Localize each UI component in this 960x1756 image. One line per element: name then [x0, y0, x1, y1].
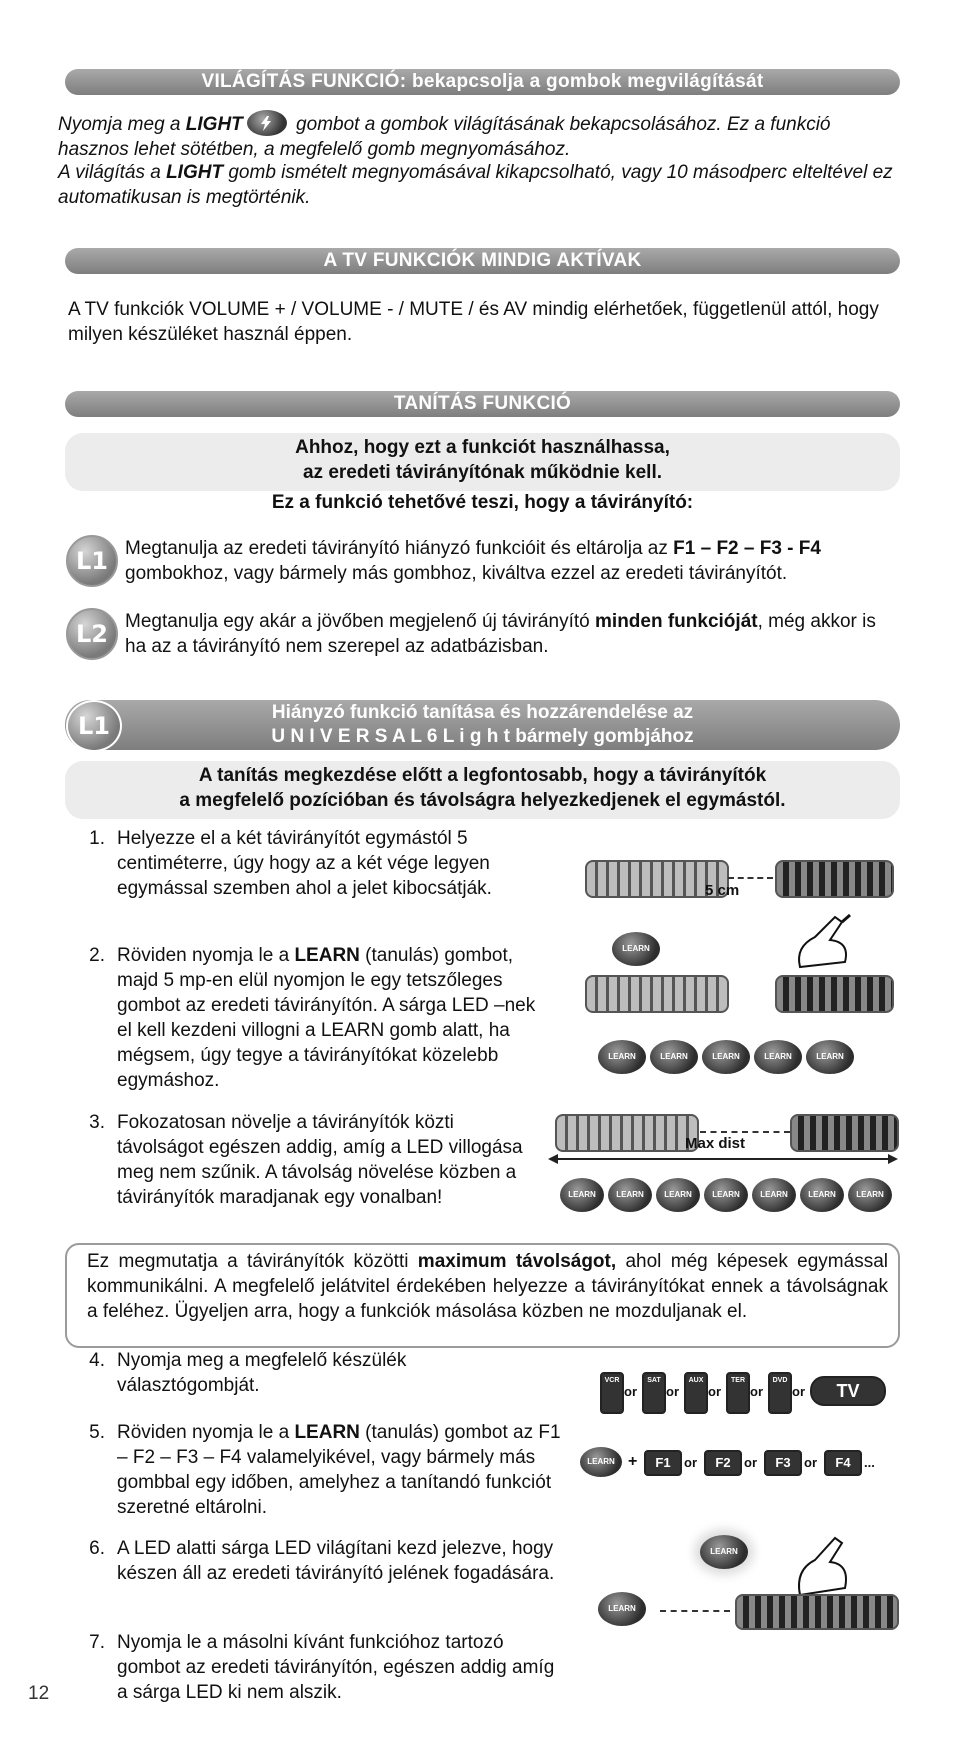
tv-paragraph: A TV funkciók VOLUME + / VOLUME - / MUTE / és AV mindig elérhetőek, függetlenül attól, hogy milyen készüléket használ éppen.	[68, 299, 879, 345]
or-label: or	[666, 1384, 679, 1399]
ellipsis-label: ...	[864, 1455, 875, 1470]
learn-blink-icon: LEARN	[754, 1040, 802, 1074]
learn-requirement-note	[65, 433, 900, 491]
missing-important-note	[65, 761, 900, 819]
learn-keyword: LEARN	[294, 945, 360, 966]
step-text: Nyomja le a másolni kívánt funkcióhoz tartozó gombot az eredeti távirányítón, egészen addig amíg a sárga LED ki nem alszik.	[117, 1632, 555, 1703]
learn-subtitle: Ez a funkció tehetővé teszi, hogy a távirányító:	[271, 492, 694, 513]
distance-label: 5 cm	[705, 882, 740, 899]
step-text	[117, 943, 537, 1093]
learn-button-icon: LEARN	[580, 1447, 622, 1477]
section-title-tv: A TV FUNKCIÓK MINDIG AKTÍVAK	[65, 248, 900, 274]
learn-blink-icon: LEARN	[704, 1178, 748, 1212]
learn-button-icon: LEARN	[598, 1592, 646, 1626]
learn-blink-icon: LEARN	[656, 1178, 700, 1212]
or-label: or	[792, 1384, 805, 1399]
step-text: Fokozatosan növelje a távirányítók közti távolságot egészen addig, amíg a LED villogása meg nem szűnik. A távolság növelése közben a távirányítók maradjanak egy vonalban!	[117, 1112, 523, 1208]
signal-dash	[660, 1610, 730, 1612]
step-3	[75, 1110, 545, 1235]
device-buttons-illustration	[600, 1372, 900, 1412]
original-remote-icon	[555, 1114, 699, 1152]
hand-pointer-icon	[790, 912, 860, 972]
page-number: 12	[28, 1683, 50, 1704]
learn-blink-icon: LEARN	[806, 1040, 854, 1074]
step-4	[75, 1348, 545, 1398]
or-label: or	[804, 1455, 817, 1470]
text: (tanulás) gombot, majd 5 mp-en elül nyomjon le egy tetszőleges gombot az eredeti távirányítón. A sárga LED –nek el kell kezdeni villogni a LEARN gomb alatt, ha mégsem, úgy tegye a távirányítókat közelebb egymáshoz.	[117, 945, 536, 1091]
f2-button-icon: F2	[704, 1450, 742, 1476]
learn-blink-icon: LEARN	[560, 1178, 604, 1212]
dvd-button-icon: DVD	[768, 1372, 792, 1414]
or-label: or	[750, 1384, 763, 1399]
maxdist-label: Max dist	[685, 1135, 746, 1152]
f4-button-icon: F4	[824, 1450, 862, 1476]
learn-button-icon: LEARN	[612, 932, 660, 966]
learn-blink-icon: LEARN	[800, 1178, 844, 1212]
text: Ez megmutatja a távirányítók közötti	[87, 1251, 418, 1272]
step-2	[75, 943, 545, 1093]
text: Megtanulja az eredeti távirányító hiányzó funkcióit és eltárolja az	[125, 538, 674, 559]
step-text: Nyomja meg a megfelelő készülék választógombját.	[117, 1350, 407, 1396]
note-line: az eredeti távirányítónak működnie kell.	[302, 462, 662, 483]
step-number: 2.	[89, 945, 105, 966]
tv-button-icon: TV	[810, 1376, 886, 1406]
learn-blink-icon: LEARN	[848, 1178, 892, 1212]
light-keyword: LIGHT	[185, 114, 243, 135]
light-paragraph-1	[58, 110, 898, 162]
hand-pointer-icon	[790, 1530, 860, 1600]
text: gombokhoz, vagy bármely más gombhoz, kiváltva ezzel az eredeti távirányítót.	[125, 563, 788, 584]
text: Megtanulja egy akár a jövőben megjelenő új távirányító	[125, 611, 596, 632]
l1-description	[125, 536, 895, 586]
step-number: 1.	[89, 828, 105, 849]
or-label: or	[624, 1384, 637, 1399]
step-1	[75, 826, 545, 926]
text: Nyomja meg a	[58, 114, 186, 135]
step-number: 4.	[89, 1350, 105, 1371]
step-text	[117, 1420, 572, 1520]
ter-button-icon: TER	[726, 1372, 750, 1414]
universal-remote-icon	[790, 1114, 899, 1152]
learn-blink-icon: LEARN	[752, 1178, 796, 1212]
step-6	[75, 1536, 575, 1611]
light-keyword: LIGHT	[166, 162, 224, 183]
or-label: or	[684, 1455, 697, 1470]
title-line: U N I V E R S A L 6 L i g h t bármely gombjához	[271, 726, 694, 747]
light-paragraph-2	[58, 160, 898, 210]
f3-button-icon: F3	[764, 1450, 802, 1476]
f-keys: F1 – F2 – F3 - F4	[673, 538, 821, 559]
l1-section-badge-icon: L1	[66, 700, 122, 752]
universal-remote-icon	[775, 975, 894, 1013]
note-line: A tanítás megkezdése előtt a legfontosabb, hogy a távirányítók	[198, 765, 767, 786]
learn-keyword: LEARN	[294, 1422, 360, 1443]
vcr-button-icon: VCR	[600, 1372, 624, 1414]
l1-badge-icon: L1	[66, 535, 118, 587]
learn-plus-f-illustration	[580, 1445, 900, 1485]
plus-label: +	[628, 1453, 638, 1470]
step-text: A LED alatti sárga LED világítani kezd jelezve, hogy készen áll az eredeti távirányító jelének fogadására.	[117, 1538, 555, 1584]
original-remote-icon	[735, 1594, 899, 1630]
text: gomb ismételt megnyomásával kikapcsolható, vagy 10 másodperc elteltével ez automatikusan is megtörténik.	[58, 162, 893, 208]
title-line: Hiányzó funkció tanítása és hozzárendelése az	[271, 702, 694, 723]
learn-blink-icon: LEARN	[650, 1040, 698, 1074]
text: Röviden nyomja le a	[117, 945, 295, 966]
text: (tanulás) gombot az F1 – F2 – F3 – F4 valamelyikével, vagy bármely más gombbal egy időben, amelyhez a tanítandó funkciót szeretné eltárolni.	[117, 1422, 561, 1518]
step-number: 6.	[89, 1538, 105, 1559]
section-title-learn: TANÍTÁS FUNKCIÓ	[65, 391, 900, 417]
or-label: or	[744, 1455, 757, 1470]
learn-blink-icon: LEARN	[608, 1178, 652, 1212]
double-arrow-icon	[548, 1152, 898, 1166]
text: ahol még képesek egymással kommunikálni. A megfelelő jelátvitel érdekében helyezze a távirányítókat ennek a távolságnak a feléhez. Ügyeljen arra, hogy a funkciók másolása közben ne mozduljanak el.	[87, 1251, 888, 1322]
text: Röviden nyomja le a	[117, 1422, 295, 1443]
light-button-icon	[247, 110, 287, 136]
step-number: 7.	[89, 1632, 105, 1653]
keyword: minden funkcióját	[595, 611, 758, 632]
original-remote-icon	[585, 975, 729, 1013]
text: gombot a gombok világításának bekapcsolásához. Ez a funkció hasznos lehet sötétben, a megfelelő gomb megnyomásához.	[58, 114, 831, 160]
l2-description	[125, 609, 895, 659]
distance-dash	[728, 877, 773, 879]
max-distance-note	[65, 1243, 900, 1348]
note-line: Ahhoz, hogy ezt a funkciót használhassa,	[295, 437, 670, 458]
l2-badge-icon: L2	[66, 608, 118, 660]
step-text: Helyezze el a két távirányítót egymástól 5 centiméterre, úgy hogy az a két vége legyen egymással szemben ahol a jelet kibocsátják.	[117, 828, 492, 899]
note-line: a megfelelő pozícióban és távolságra helyezkedjenek el egymástól.	[179, 790, 786, 811]
learn-lit-icon: LEARN	[700, 1535, 748, 1569]
aux-button-icon: AUX	[684, 1372, 708, 1414]
f1-button-icon: F1	[644, 1450, 682, 1476]
learn-blink-icon: LEARN	[598, 1040, 646, 1074]
step-number: 5.	[89, 1422, 105, 1443]
section-title-light: VILÁGÍTÁS FUNKCIÓ: bekapcsolja a gombok megvilágítását	[65, 69, 900, 95]
text: A világítás a	[58, 162, 167, 183]
step-7	[75, 1630, 575, 1705]
distance-dash	[700, 1131, 790, 1133]
text: , még akkor is ha az a távirányító nem szerepel az adatbázisban.	[125, 611, 876, 657]
sat-button-icon: SAT	[642, 1372, 666, 1414]
section-title-missing	[65, 700, 900, 750]
step-number: 3.	[89, 1112, 105, 1133]
learn-blink-icon: LEARN	[702, 1040, 750, 1074]
or-label: or	[708, 1384, 721, 1399]
keyword: maximum távolságot,	[417, 1251, 617, 1272]
universal-remote-icon	[775, 860, 894, 898]
step-5	[75, 1420, 575, 1520]
